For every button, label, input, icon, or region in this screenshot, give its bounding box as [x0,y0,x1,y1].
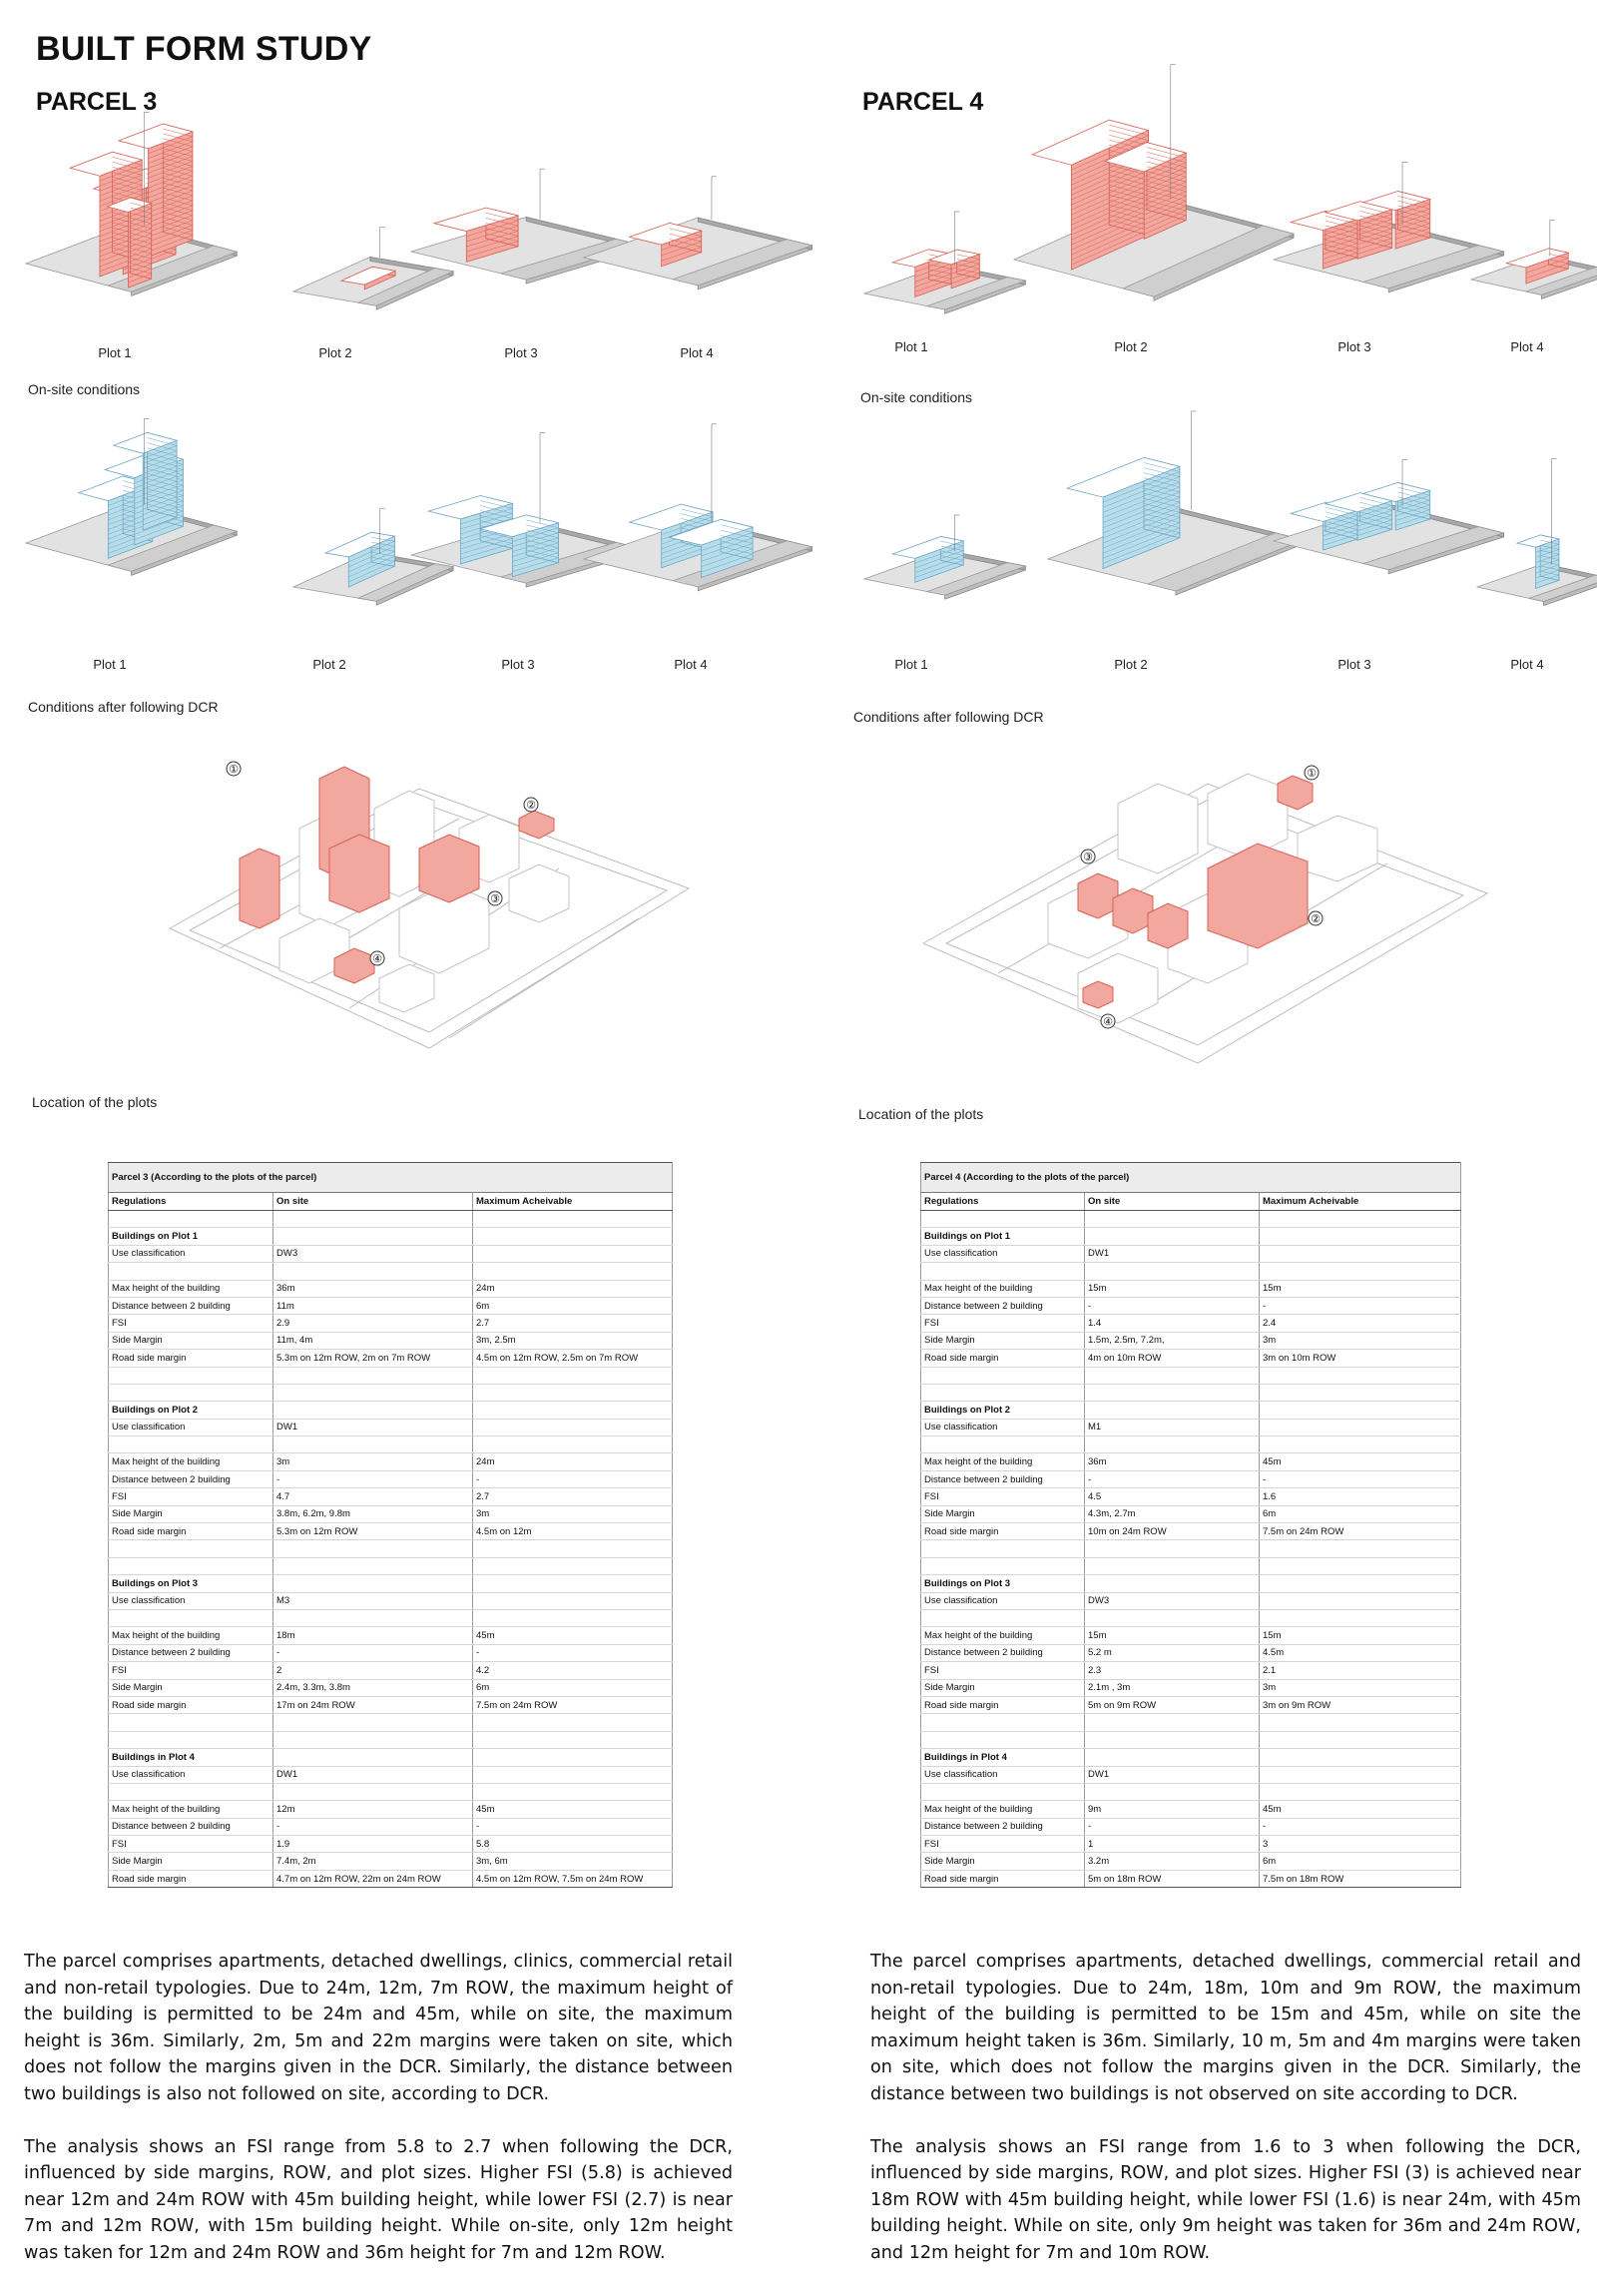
row-max: 45m [473,1801,673,1818]
p4-marker-2: ② [1311,912,1321,925]
table-row [109,1453,673,1470]
p3-dcr-plot4 [584,451,754,611]
row-onsite: 9m [1085,1801,1260,1818]
row-onsite: - [273,1644,473,1661]
table-spacer-row [921,1367,1461,1384]
row-label: Distance between 2 building [921,1470,1085,1487]
row-onsite: 4.3m, 2.7m [1085,1505,1260,1522]
row-max: 3m on 10m ROW [1260,1350,1461,1367]
row-onsite: DW1 [273,1766,473,1783]
row-onsite: 36m [273,1280,473,1297]
row-onsite: 5.3m on 12m ROW [273,1523,473,1540]
table-row [109,1350,673,1367]
row-max: 45m [1260,1801,1461,1818]
p4-paragraph-1: The parcel comprises apartments, detached dwellings, commercial retail and non-retail typologies. Due to 24m, 18m, 10m and 9m ROW, the maximum height of the building is permitted to be 15m and 45m, while on site the maximum height taken is 36m. Similarly, 10 m, 5m and 4m margins were taken on site, which does not follow the margins given in the DCR. Similarly, the distance between two buildings is not observed on site according to DCR. [870,1952,1581,2104]
row-label: Road side margin [921,1696,1085,1713]
p4-paragraph-2: The analysis shows an FSI range from 1.6 to 3 when following the DCR, influenced by side margins, ROW, and plot sizes. Higher FSI (3) is achieved near 18m ROW with 45m building height, while lower FSI (1.6) is near 24m, with 45m building height. While on site, only 9m height was taken for 36m and 24m ROW, and 12m height for 7m and 10m ROW. [870,2136,1581,2263]
table-row [109,1332,673,1349]
parcel3-regulation-table [108,1162,673,1888]
table-row [109,1470,673,1487]
p4-onsite-label-plot1: Plot 1 [894,339,928,354]
table-row [921,1836,1461,1853]
row-max: - [1260,1297,1461,1314]
block-heading: Buildings on Plot 3 [109,1575,273,1592]
p3-dcr-label-plot1: Plot 1 [93,657,127,672]
table-row [109,1853,673,1870]
row-label: Use classification [109,1419,273,1435]
row-max: 3m [1260,1332,1461,1349]
row-onsite: DW1 [1085,1766,1260,1783]
p4-onsite-label-plot4: Plot 4 [1510,339,1544,354]
row-onsite: M3 [273,1592,473,1609]
row-onsite: 11m, 4m [273,1332,473,1349]
table-title-row [109,1163,673,1193]
table-row [921,1523,1461,1540]
table-row [921,1350,1461,1367]
row-onsite: 4.7 [273,1488,473,1505]
p3-marker-1: ① [229,763,239,776]
p3-marker-3: ③ [490,892,500,905]
row-label: Max height of the building [109,1627,273,1644]
row-label: Max height of the building [109,1801,273,1818]
table-row [109,1627,673,1644]
parcel3-location-map [160,749,699,1068]
p3-marker-2: ② [526,799,536,812]
row-label: FSI [109,1488,273,1505]
p3-dcr-plot3 [411,455,591,605]
page-title: BUILT FORM STUDY [36,30,372,68]
table-row [921,1297,1461,1314]
row-onsite: DW3 [1085,1592,1260,1609]
table-row [921,1801,1461,1818]
block-heading: Buildings on Plot 2 [109,1402,273,1419]
column-header: On site [273,1193,473,1211]
table-row [109,1245,673,1262]
row-max: 4.5m on 12m [473,1523,673,1540]
row-label: Road side margin [109,1870,273,1887]
p3-onsite-label-plot1: Plot 1 [98,345,132,360]
table-spacer-row [109,1384,673,1401]
row-onsite: 1 [1085,1836,1260,1853]
p4-onsite-caption: On-site conditions [860,389,973,405]
row-label: Side Margin [109,1332,273,1349]
table-row [109,1523,673,1540]
table-block-heading-row [109,1228,673,1245]
table-row [921,1870,1461,1887]
p4-dcr-plot4 [1477,469,1581,619]
p4-dcr-caption: Conditions after following DCR [853,709,1044,725]
p3-dcr-label-plot2: Plot 2 [312,657,346,672]
row-label: Side Margin [109,1505,273,1522]
p4-marker-1: ① [1307,767,1317,780]
p3-onsite-plot1 [26,138,246,337]
block-heading: Buildings in Plot 4 [921,1749,1085,1766]
row-label: Use classification [109,1766,273,1783]
table-spacer-row [921,1783,1461,1800]
row-label: Use classification [109,1592,273,1609]
table-row [109,1592,673,1609]
row-onsite: - [273,1818,473,1835]
table-row [921,1662,1461,1679]
row-label: FSI [921,1488,1085,1505]
row-label: Road side margin [109,1523,273,1540]
row-max: 4.2 [473,1662,673,1679]
table-spacer-row [109,1367,673,1384]
row-max: 4.5m on 12m ROW, 2.5m on 7m ROW [473,1350,673,1367]
p3-onsite-caption: On-site conditions [28,381,141,397]
parcel3-title: PARCEL 3 [36,88,158,116]
table-block-heading-row [109,1749,673,1766]
row-onsite: DW1 [273,1419,473,1435]
parcel3-description [24,1949,733,2293]
table-row [109,1280,673,1297]
block-heading: Buildings on Plot 2 [921,1402,1085,1419]
row-max: 1.6 [1260,1488,1461,1505]
row-onsite: - [1085,1297,1260,1314]
table-spacer-row [109,1436,673,1453]
table-spacer-row [109,1609,673,1626]
row-onsite: DW3 [273,1245,473,1262]
table-row [109,1662,673,1679]
row-onsite: 2.4m, 3.3m, 3.8m [273,1679,473,1696]
table-row [921,1592,1461,1609]
row-label: Distance between 2 building [921,1644,1085,1661]
p3-paragraph-1: The parcel comprises apartments, detached dwellings, clinics, commercial retail and non-retail typologies. Due to 24m, 12m, 7m ROW, the maximum height of the building is permitted to be 24m and 45m, while on site, the maximum height is 36m. Similarly, 2m, 5m and 22m margins were taken on site, which does not follow the margins given in the DCR. Similarly, the distance between two buildings is also not followed on site, according to DCR. [24,1952,733,2104]
p3-dcr-label-plot3: Plot 3 [501,657,535,672]
p4-onsite-plot4 [1471,240,1581,319]
p4-onsite-label-plot2: Plot 2 [1114,339,1148,354]
p3-onsite-plot2 [293,258,393,317]
row-max: 3 [1260,1836,1461,1853]
parcel4-location-map [918,744,1497,1083]
row-label: Use classification [921,1766,1085,1783]
table-row [921,1505,1461,1522]
row-max: - [473,1818,673,1835]
p4-dcr-plot3 [1274,489,1453,619]
column-header: On site [1085,1193,1260,1211]
row-label: Use classification [921,1592,1085,1609]
row-max: 6m [473,1297,673,1314]
row-onsite: DW1 [1085,1245,1260,1262]
p4-dcr-label-plot1: Plot 1 [894,657,928,672]
row-label: Distance between 2 building [109,1470,273,1487]
p4-dcr-plot2 [1048,449,1248,619]
row-label: Max height of the building [109,1453,273,1470]
row-label: Road side margin [109,1350,273,1367]
table-row [921,1627,1461,1644]
row-max: 5.8 [473,1836,673,1853]
p3-dcr-caption: Conditions after following DCR [28,699,219,715]
row-max: - [473,1644,673,1661]
row-max: 3m, 6m [473,1853,673,1870]
row-max: 3m [473,1505,673,1522]
row-max: 3m, 2.5m [473,1332,673,1349]
table-spacer-row [109,1731,673,1748]
row-onsite: 4.5 [1085,1488,1260,1505]
table-spacer-row [109,1211,673,1228]
row-onsite: 3.8m, 6.2m, 9.8m [273,1505,473,1522]
row-label: Side Margin [921,1853,1085,1870]
p4-dcr-label-plot3: Plot 3 [1337,657,1371,672]
row-max: 3m on 9m ROW [1260,1696,1461,1713]
row-max: 6m [473,1679,673,1696]
row-onsite: 1.4 [1085,1315,1260,1332]
row-onsite: 1.9 [273,1836,473,1853]
block-heading: Buildings on Plot 3 [921,1575,1085,1592]
table-row [921,1679,1461,1696]
table-block-heading-row [109,1402,673,1419]
table-row [109,1297,673,1314]
row-max: 4.5m on 12m ROW, 7.5m on 24m ROW [473,1870,673,1887]
row-onsite: 2.1m , 3m [1085,1679,1260,1696]
row-label: Max height of the building [921,1453,1085,1470]
block-heading: Buildings on Plot 1 [921,1228,1085,1245]
table-row [109,1870,673,1887]
row-label: Side Margin [921,1679,1085,1696]
row-max: - [473,1470,673,1487]
row-onsite: - [1085,1470,1260,1487]
table-spacer-row [109,1557,673,1574]
row-label: Distance between 2 building [921,1297,1085,1314]
row-onsite: 2.9 [273,1315,473,1332]
row-onsite: 10m on 24m ROW [1085,1523,1260,1540]
row-onsite: 5.2 m [1085,1644,1260,1661]
row-max: 2.1 [1260,1662,1461,1679]
p3-onsite-plot4 [584,210,754,309]
p3-paragraph-2: The analysis shows an FSI range from 5.8 to 2.7 when following the DCR, influenced by side margins, ROW, and plot sizes. Higher FSI (5.8) is achieved near 12m and 24m ROW with 45m building height, while lower FSI (2.7) is near 7m and 12m ROW, with 15m building height. While on-site, only 12m height was taken for 12m and 24m ROW and 36m height for 7m and 12m ROW. [24,2136,733,2263]
row-onsite: 2.3 [1085,1662,1260,1679]
p4-onsite-plot1 [864,234,984,323]
p4-onsite-label-plot3: Plot 3 [1337,339,1371,354]
p3-marker-4: ④ [372,952,382,965]
row-max: 24m [473,1453,673,1470]
row-onsite: M1 [1085,1419,1260,1435]
row-label: Road side margin [921,1350,1085,1367]
row-onsite: 3.2m [1085,1853,1260,1870]
column-header: Maximum Acheivable [1260,1193,1461,1211]
row-onsite: 4.7m on 12m ROW, 22m on 24m ROW [273,1870,473,1887]
table-row [109,1766,673,1783]
table-block-heading-row [921,1228,1461,1245]
row-label: Use classification [921,1245,1085,1262]
p4-onsite-plot3 [1274,190,1453,319]
row-label: Use classification [109,1245,273,1262]
row-label: Distance between 2 building [921,1818,1085,1835]
table-row [921,1488,1461,1505]
table-row [109,1488,673,1505]
table-row [921,1315,1461,1332]
table-spacer-row [921,1263,1461,1280]
row-onsite: - [1085,1818,1260,1835]
row-max: 3m [1260,1679,1461,1696]
row-onsite: 5m on 9m ROW [1085,1696,1260,1713]
table-row [921,1453,1461,1470]
row-max: 7.5m on 24m ROW [473,1696,673,1713]
table-spacer-row [921,1609,1461,1626]
row-onsite: 18m [273,1627,473,1644]
p3-onsite-label-plot3: Plot 3 [504,345,538,360]
table-spacer-row [921,1540,1461,1557]
row-onsite: 7.4m, 2m [273,1853,473,1870]
row-label: Max height of the building [921,1627,1085,1644]
table-header-row [109,1193,673,1211]
row-label: Side Margin [109,1679,273,1696]
row-onsite: 36m [1085,1453,1260,1470]
row-onsite: 15m [1085,1627,1260,1644]
column-header: Maximum Acheivable [473,1193,673,1211]
table-row [921,1766,1461,1783]
row-max: 45m [1260,1453,1461,1470]
row-onsite: 15m [1085,1280,1260,1297]
row-max: 2.7 [473,1315,673,1332]
p3-dcr-plot1 [26,447,246,617]
row-max: - [1260,1470,1461,1487]
row-label: Max height of the building [921,1801,1085,1818]
parcel4-description [870,1949,1581,2293]
p3-onsite-plot3 [411,196,591,305]
table-spacer-row [109,1540,673,1557]
p4-marker-3: ③ [1083,851,1093,863]
row-label: Side Margin [109,1853,273,1870]
table-row [109,1696,673,1713]
table-row [109,1836,673,1853]
row-max: 15m [1260,1627,1461,1644]
table-spacer-row [921,1384,1461,1401]
p3-location-caption: Location of the plots [32,1094,158,1110]
table-row [109,1419,673,1435]
p3-dcr-plot2 [293,537,393,615]
row-max: 15m [1260,1280,1461,1297]
row-label: Road side margin [921,1870,1085,1887]
p3-onsite-label-plot2: Plot 2 [318,345,352,360]
row-max: 2.7 [473,1488,673,1505]
table-header-row [921,1193,1461,1211]
row-max: 24m [473,1280,673,1297]
block-heading: Buildings in Plot 4 [109,1749,273,1766]
row-label: Side Margin [921,1505,1085,1522]
row-onsite: 5m on 18m ROW [1085,1870,1260,1887]
row-onsite: 11m [273,1297,473,1314]
row-label: Distance between 2 building [109,1297,273,1314]
row-label: Max height of the building [109,1280,273,1297]
table-spacer-row [921,1731,1461,1748]
table-block-heading-row [921,1402,1461,1419]
table-row [921,1696,1461,1713]
table-row [109,1505,673,1522]
table-spacer-row [109,1714,673,1731]
row-label: Max height of the building [921,1280,1085,1297]
table-row [921,1245,1461,1262]
p3-onsite-label-plot4: Plot 4 [680,345,714,360]
row-label: Road side margin [109,1696,273,1713]
row-label: Use classification [921,1419,1085,1435]
table-block-heading-row [921,1575,1461,1592]
row-max: 6m [1260,1505,1461,1522]
row-label: FSI [109,1315,273,1332]
column-header: Regulations [921,1193,1085,1211]
p4-location-caption: Location of the plots [858,1106,984,1122]
row-onsite: 1.5m, 2.5m, 7.2m, [1085,1332,1260,1349]
row-max: 7.5m on 24m ROW [1260,1523,1461,1540]
row-onsite: 2 [273,1662,473,1679]
table-row [921,1332,1461,1349]
table-spacer-row [921,1557,1461,1574]
p4-marker-4: ④ [1103,1015,1113,1028]
table-row [921,1818,1461,1835]
row-onsite: 12m [273,1801,473,1818]
table-spacer-row [109,1783,673,1800]
table-spacer-row [921,1436,1461,1453]
row-label: FSI [921,1662,1085,1679]
row-label: Road side margin [921,1523,1085,1540]
row-label: Distance between 2 building [109,1818,273,1835]
table-spacer-row [109,1263,673,1280]
table-row [109,1644,673,1661]
p4-dcr-label-plot4: Plot 4 [1510,657,1544,672]
table-row [921,1644,1461,1661]
row-onsite: 4m on 10m ROW [1085,1350,1260,1367]
table-row [109,1818,673,1835]
parcel4-regulation-table [920,1162,1461,1888]
parcel4-title: PARCEL 4 [862,88,984,116]
row-label: Distance between 2 building [109,1644,273,1661]
table-spacer-row [921,1211,1461,1228]
row-label: FSI [109,1662,273,1679]
row-max: 4.5m [1260,1644,1461,1661]
row-max: 45m [473,1627,673,1644]
block-heading: Buildings on Plot 1 [109,1228,273,1245]
table-spacer-row [921,1714,1461,1731]
table-row [109,1679,673,1696]
row-onsite: 5.3m on 12m ROW, 2m on 7m ROW [273,1350,473,1367]
table-row [921,1419,1461,1435]
column-header: Regulations [109,1193,273,1211]
table-row [921,1470,1461,1487]
p3-dcr-label-plot4: Plot 4 [674,657,708,672]
row-max: 6m [1260,1853,1461,1870]
row-max: 2.4 [1260,1315,1461,1332]
table-title: Parcel 3 (According to the plots of the parcel) [109,1163,673,1193]
row-label: Side Margin [921,1332,1085,1349]
table-row [109,1315,673,1332]
row-label: FSI [921,1315,1085,1332]
p4-dcr-label-plot2: Plot 2 [1114,657,1148,672]
table-row [921,1853,1461,1870]
table-title-row [921,1163,1461,1193]
table-block-heading-row [921,1749,1461,1766]
row-onsite: 3m [273,1453,473,1470]
table-row [109,1801,673,1818]
row-onsite: - [273,1470,473,1487]
table-block-heading-row [109,1575,673,1592]
p4-dcr-plot1 [864,539,984,619]
table-title: Parcel 4 (According to the plots of the parcel) [921,1163,1461,1193]
row-max: - [1260,1818,1461,1835]
p4-onsite-plot2 [1014,110,1264,329]
row-label: FSI [921,1836,1085,1853]
row-label: FSI [109,1836,273,1853]
row-onsite: 17m on 24m ROW [273,1696,473,1713]
table-row [921,1280,1461,1297]
row-max: 7.5m on 18m ROW [1260,1870,1461,1887]
